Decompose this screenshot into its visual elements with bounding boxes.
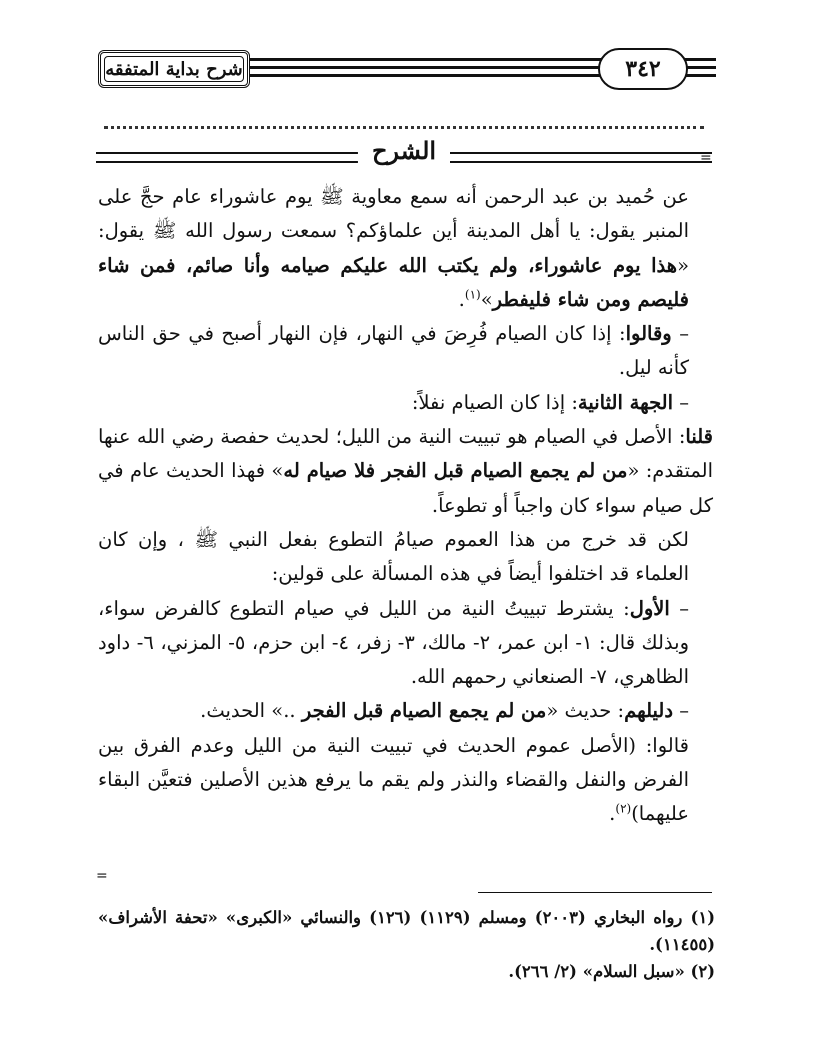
continuation-mark-top: = xyxy=(700,150,712,166)
p7-text-end: ..» الحديث. xyxy=(200,699,302,723)
paragraph-3 xyxy=(98,386,713,420)
footnote-separator xyxy=(478,892,712,893)
p1-end: . xyxy=(458,287,465,311)
p1-hadith: هذا يوم عاشوراء، ولم يكتب الله عليكم صيامه وأنا صائم، فمن شاء فليصم ومن شاء فليفطر xyxy=(98,253,689,311)
footnotes xyxy=(98,904,715,985)
heading-rule-right xyxy=(450,152,712,163)
p8-end: . xyxy=(609,802,616,826)
paragraph-4 xyxy=(98,420,713,523)
p3-lead: الجهة الثانية xyxy=(577,390,674,414)
p7-hadith: من لم يجمع الصيام قبل الفجر xyxy=(301,699,547,723)
p4-text-end: » فهذا الحديث عام في كل صيام سواء كان واجباً أو تطوعاً. xyxy=(98,459,713,517)
footnote-1: (١) رواه البخاري (٢٠٠٣) ومسلم (١١٢٩) (١٢٦) والنسائي «الكبرى» «تحفة الأشراف» (١١٤٥٥). xyxy=(98,908,715,954)
page-number xyxy=(598,48,688,90)
p2-text: : إذا كان الصيام فُرِضَ في النهار، فإن النهار أصبح في حق الناس كأنه ليل. xyxy=(98,322,689,380)
section-heading-label: الشرح xyxy=(358,136,450,165)
p6-dash: – xyxy=(669,596,690,620)
heading-rule-left xyxy=(96,152,358,163)
p2-dash: – xyxy=(671,322,689,346)
p1-text: عن حُميد بن عبد الرحمن أنه سمع معاوية ﷺ يوم عاشوراء عام حجَّ على المنبر يقول: يا أهل المدينة أين علماؤكم؟ سمعت رسول الله ﷺ يقول: « xyxy=(98,185,689,277)
p3-text: : إذا كان الصيام نفلاً: xyxy=(411,390,578,414)
p3-dash: – xyxy=(673,390,689,414)
book-title xyxy=(98,50,250,88)
p6-text: : يشترط تبييتُ النية من الليل في صيام التطوع كالفرض سواء، وبذلك قال: ١- ابن عمر، ٢- مالك، ٣- زفر، ٤- ابن حزم، ٥- المزني، ٦- داود الظاهري، ٧- الصنعاني رحمهم الله. xyxy=(98,596,690,689)
p2-lead: وقالوا xyxy=(625,322,672,346)
main-text xyxy=(98,180,713,832)
continuation-mark-bottom: = xyxy=(96,868,108,884)
p6-lead: الأول xyxy=(629,596,670,620)
paragraph-5 xyxy=(98,523,713,592)
book-title-text: شرح بداية المتفقه xyxy=(105,58,243,80)
dotted-separator xyxy=(104,116,704,129)
p5-text: لكن قد خرج من هذا العموم صيامُ التطوع بفعل النبي ﷺ ، وإن كان العلماء قد اختلفوا أيضاً في هذه المسألة على قولين: xyxy=(98,527,689,586)
page-number-text: ٣٤٢ xyxy=(625,56,661,82)
paragraph-8 xyxy=(98,729,713,832)
paragraph-6 xyxy=(98,592,713,695)
p4-lead: قلنا xyxy=(685,425,713,449)
footnote-2: (٢) «سبل السلام» (٢/ ٢٦٦). xyxy=(508,962,715,981)
paragraph-2 xyxy=(98,317,713,386)
page-header xyxy=(88,44,716,102)
p7-lead: دليلهم xyxy=(624,699,674,723)
paragraph-1 xyxy=(98,180,713,317)
section-heading xyxy=(96,136,712,176)
paragraph-7 xyxy=(98,694,713,728)
p7-dash: – xyxy=(673,699,689,723)
p4-hadith: من لم يجمع الصيام قبل الفجر فلا صيام له xyxy=(283,459,628,483)
p7-text: : حديث « xyxy=(546,699,625,723)
p1-quote-close: » xyxy=(480,287,493,311)
footnote-ref-2: (٢) xyxy=(615,801,632,816)
p4-text: : الأصل في الصيام هو تبييت النية من الليل؛ لحديث حفصة رضي الله عنها المتقدم: « xyxy=(98,425,713,483)
footnote-ref-1: (١) xyxy=(464,287,481,302)
p8-text: قالوا: (الأصل عموم الحديث في تبييت النية من الليل وعدم الفرق بين الفرض والنفل والقضاء والنذر ولم يقم ما يرفع هذين الأصلين فتعيَّن البقاء عليهما) xyxy=(98,733,689,826)
